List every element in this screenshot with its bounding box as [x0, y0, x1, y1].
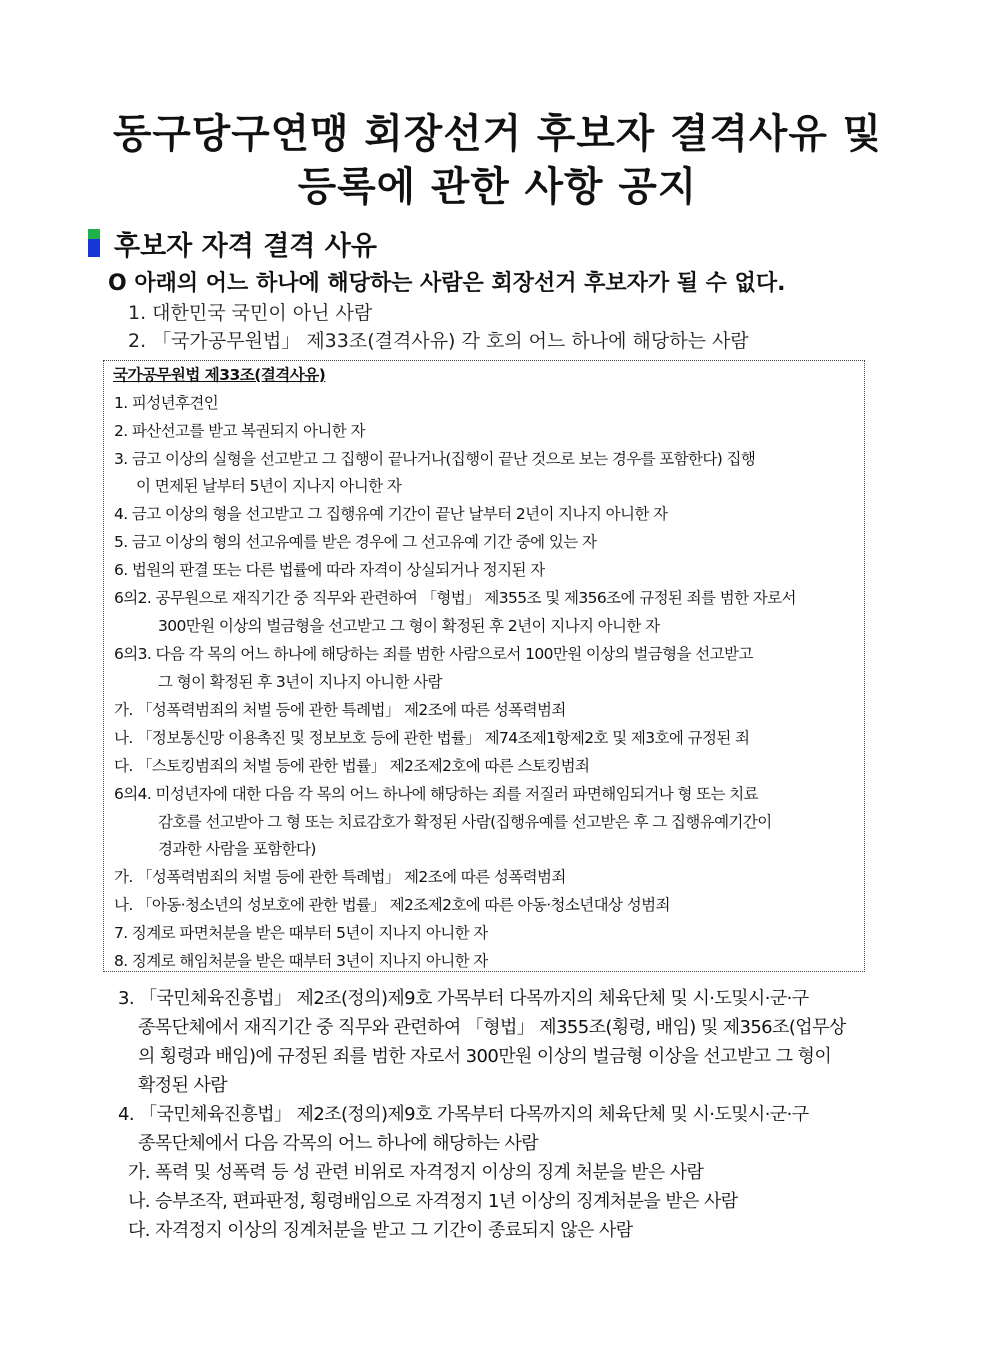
item-3-line: 확정된 사람 — [138, 1075, 228, 1096]
law-line: 4. 금고 이상의 형을 선고받고 그 집행유예 기간이 끝난 날부터 2년이 지나지 아니한 자 — [114, 505, 668, 523]
lead-statement: O 아래의 어느 하나에 해당하는 사람은 회장선거 후보자가 될 수 없다. — [108, 271, 786, 296]
law-line: 6의3. 다음 각 목의 어느 하나에 해당하는 죄를 범한 사람으로서 100만원 이상의 벌금형을 선고받고 — [114, 645, 753, 663]
law-line: 8. 징계로 해임처분을 받은 때부터 3년이 지나지 아니한 자 — [114, 952, 488, 970]
law-line: 7. 징계로 파면처분을 받은 때부터 5년이 지나지 아니한 자 — [114, 924, 488, 942]
law-line: 1. 피성년후견인 — [114, 394, 219, 412]
item-4-subline: 다. 자격정지 이상의 징계처분을 받고 그 기간이 종료되지 않은 사람 — [128, 1220, 633, 1241]
item-4-line: 4. 「국민체육진흥법」 제2조(정의)제9호 가목부터 다목까지의 체육단체 및 시·도및시·군·구 — [118, 1104, 809, 1125]
item-4-subline: 나. 승부조작, 편파판정, 횡령배임으로 자격정지 1년 이상의 징계처분을 받은 사람 — [128, 1191, 738, 1212]
law-line: 6의2. 공무원으로 재직기간 중 직무와 관련하여 「형법」 제355조 및 제356조에 규정된 죄를 범한 자로서 — [114, 589, 796, 607]
section-title: 후보자 자격 결격 사유 — [114, 230, 377, 262]
sub-item-2: 2. 「국가공무원법」 제33조(결격사유) 각 호의 어느 하나에 해당하는 사람 — [128, 330, 749, 352]
law-line: 그 형이 확정된 후 3년이 지나지 아니한 사람 — [158, 673, 442, 691]
document-title-line2: 등록에 관한 사항 공지 — [297, 164, 698, 210]
sub-item-1: 1. 대한민국 국민이 아닌 사람 — [128, 302, 373, 324]
law-line: 나. 「정보통신망 이용촉진 및 정보보호 등에 관한 법률」 제74조제1항제2호 및 제3호에 규정된 죄 — [114, 729, 750, 747]
law-excerpt-title: 국가공무원법 제33조(결격사유) — [113, 366, 326, 384]
law-line: 6. 법원의 판결 또는 다른 법률에 따라 자격이 상실되거나 정지된 자 — [114, 561, 545, 579]
section-marker-icon — [88, 229, 100, 257]
law-line: 다. 「스토킹범죄의 처벌 등에 관한 법률」 제2조제2호에 따른 스토킹범죄 — [114, 757, 590, 775]
law-line: 2. 파산선고를 받고 복권되지 아니한 자 — [114, 422, 365, 440]
law-line: 감호를 선고받아 그 형 또는 치료감호가 확정된 사람(집행유예를 선고받은 후 그 집행유예기간이 — [158, 813, 772, 831]
law-line: 3. 금고 이상의 실형을 선고받고 그 집행이 끝나거나(집행이 끝난 것으로 보는 경우를 포함한다) 집행 — [114, 450, 756, 468]
law-line: 6의4. 미성년자에 대한 다음 각 목의 어느 하나에 해당하는 죄를 저질러 파면해임되거나 형 또는 치료 — [114, 785, 758, 803]
law-line: 300만원 이상의 벌금형을 선고받고 그 형이 확정된 후 2년이 지나지 아니한 자 — [158, 617, 660, 635]
item-3-line: 의 횡령과 배임)에 규정된 죄를 범한 자로서 300만원 이상의 벌금형 이상을 선고받고 그 형이 — [138, 1046, 832, 1067]
item-3-line: 종목단체에서 재직기간 중 직무와 관련하여 「형법」 제355조(횡령, 배임) 및 제356조(업무상 — [138, 1017, 846, 1038]
item-4-line: 종목단체에서 다음 각목의 어느 하나에 해당하는 사람 — [138, 1133, 539, 1154]
item-3-line: 3. 「국민체육진흥법」 제2조(정의)제9호 가목부터 다목까지의 체육단체 및 시·도및시·군·구 — [118, 988, 809, 1009]
law-excerpt-box — [103, 360, 865, 972]
section-heading — [88, 226, 377, 260]
item-4-subline: 가. 폭력 및 성폭력 등 성 관련 비위로 자격정지 이상의 징계 처분을 받은 사람 — [128, 1162, 704, 1183]
document-title-line1: 동구당구연맹 회장선거 후보자 결격사유 및 — [112, 111, 883, 157]
law-line: 가. 「성폭력범죄의 처벌 등에 관한 특례법」 제2조에 따른 성폭력범죄 — [114, 868, 566, 886]
law-line: 이 면제된 날부터 5년이 지나지 아니한 자 — [136, 477, 402, 495]
law-line: 가. 「성폭력범죄의 처벌 등에 관한 특례법」 제2조에 따른 성폭력범죄 — [114, 701, 566, 719]
law-line: 나. 「아동·청소년의 성보호에 관한 법률」 제2조제2호에 따른 아동·청소년대상 성범죄 — [114, 896, 670, 914]
law-line: 경과한 사람을 포함한다) — [158, 840, 316, 858]
law-line: 5. 금고 이상의 형의 선고유예를 받은 경우에 그 선고유예 기간 중에 있는 자 — [114, 533, 597, 551]
